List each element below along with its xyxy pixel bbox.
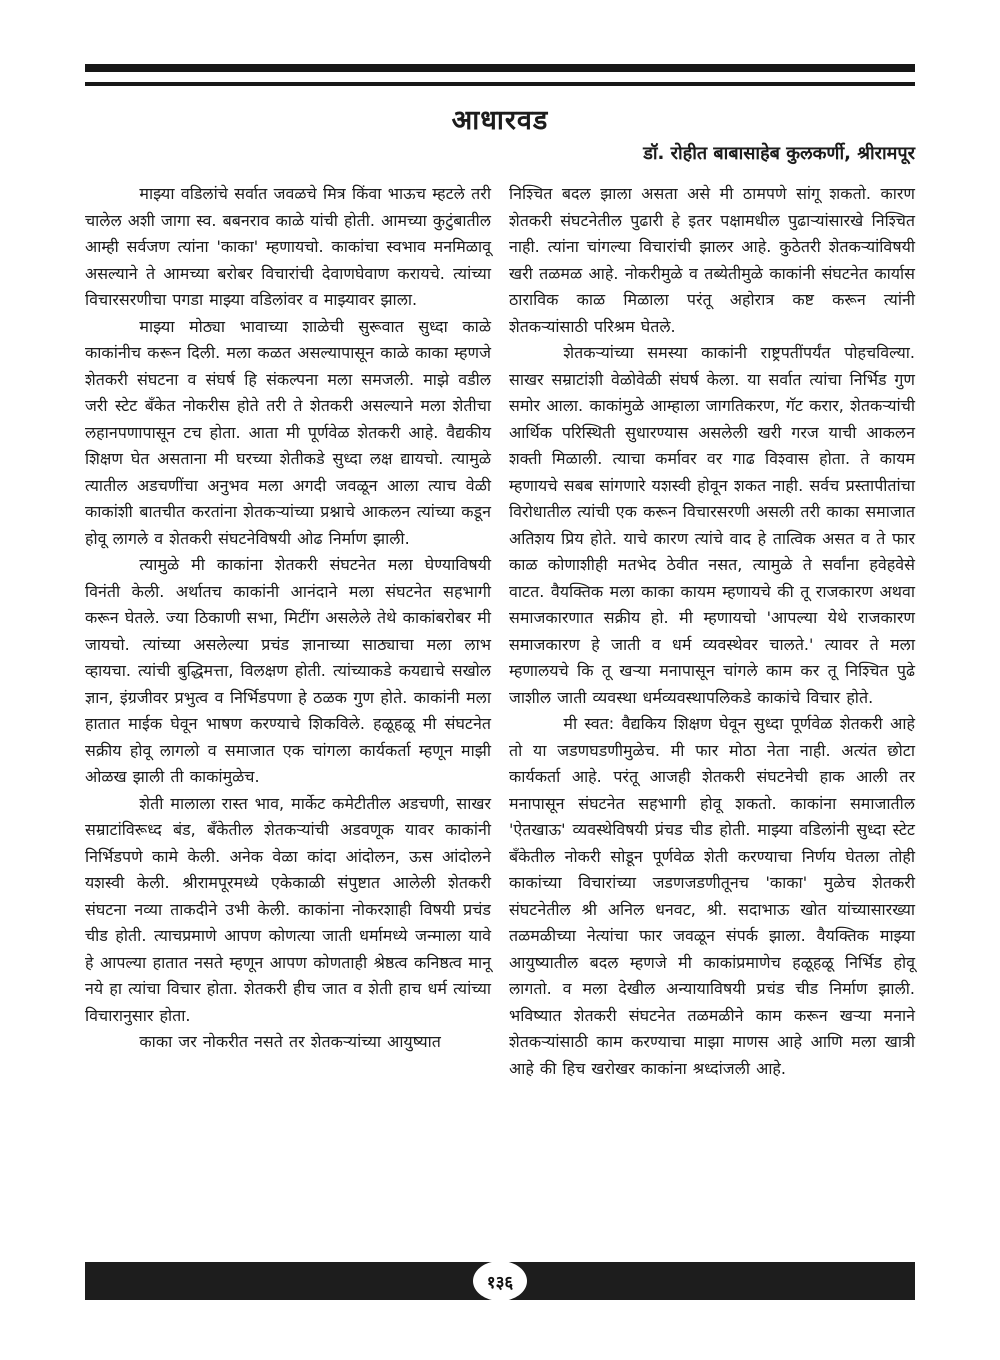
top-rule-thick [85,64,915,72]
footer-bar [85,1262,915,1300]
right-column [509,181,915,1082]
paragraph: त्यामुळे मी काकांना शेतकरी संघटनेत मला घेण्याविषयी विनंती केली. अर्थातच काकांनी आनंदाने मला संघटनेत सहभागी करून घेतले. ज्या ठिकाणी सभा, मिटींग असलेले तेथे काकांबरोबर मी जायचो. त्यांच्या असलेल्या प्रचंड ज्ञानाच्या साठ्याचा मला लाभ व्हायचा. त्यांची बुद्धिमत्ता, विलक्षण होती. त्यांच्याकडे कयद्याचे सखोल ज्ञान, इंग्रजीवर प्रभुत्व व निर्भिडपणा हे ठळक गुण होते. काकांनी मला हातात माईक घेवून भाषण करण्याचे शिकविले. हळूहळू मी संघटनेत सक्रीय होवू लागलो व समाजात एक चांगला कार्यकर्ता म्हणून माझी ओळख झाली ती काकांमुळेच. [85,555,491,786]
left-column [85,181,491,1082]
page-number-ellipse [473,1261,527,1301]
document-page [0,64,1000,1082]
paragraph: माझ्या वडिलांचे सर्वात जवळचे मित्र किंवा भाऊच म्हटले तरी चालेल अशी जागा स्व. बबनराव काळे यांची होती. आमच्या कुटुंबातील आम्ही सर्वजण त्यांना 'काका' म्हणायचो. काकांचा स्वभाव मनमिळावू असल्याने ते आमच्या बरोबर विचारांची देवाणघेवाण करायचे. त्यांच्या विचारसरणीचा पगडा माझ्या वडिलांवर व माझ्यावर झाला. [85,184,491,309]
top-rule-thin [85,81,915,86]
article-body [85,181,915,1082]
paragraph: शेती मालाला रास्त भाव, मार्केट कमेटीतील अडचणी, साखर सम्राटांविरूध्द बंड, बँकेतील शेतकऱ्यांची अडवणूक यावर काकांनी निर्भिडपणे कामे केली. अनेक वेळा कांदा आंदोलन, ऊस आंदोलने यशस्वी केली. श्रीरामपूरमध्ये एकेकाळी संपुष्टात आलेली शेतकरी संघटना नव्या ताकदीने उभी केली. काकांना नोकरशाही विषयी प्रचंड चीड होती. त्याचप्रमाणे आपण कोणत्या जाती धर्मामध्ये जन्माला यावे हे आपल्या हातात नसते म्हणून आपण कोणताही श्रेष्ठत्व कनिष्ठत्व मानू नये हा त्यांचा विचार होता. शेतकरी हीच जात व शेती हाच धर्म त्यांच्या विचारानुसार होता. [85,793,491,1025]
paragraph: निश्चित बदल झाला असता असे मी ठामपणे सांगू शकतो. कारण शेतकरी संघटनेतील पुढारी हे इतर पक्षामधील पुढाऱ्यांसारखे निश्चित नाही. त्यांना चांगल्या विचारांची झालर आहे. कुठेतरी शेतकऱ्यांविषयी खरी तळमळ आहे. नोकरीमुळे व तब्येतीमुळे काकांनी संघटनेत कार्यास ठाराविक काळ मिळाला परंतू अहोरात्र कष्ट करून त्यांनी शेतकऱ्यांसाठी परिश्रम घेतले. [509,184,915,336]
page-title: आधारवड [451,105,549,136]
paragraph: शेतकऱ्यांच्या समस्या काकांनी राष्ट्रपतींपर्यंत पोहचविल्या. साखर सम्राटांशी वेळोवेळी संघर्ष केला. या सर्वात त्यांचा निर्भिड गुण समोर आला. काकांमुळे आम्हाला जागतिकरण, गॅट करार, शेतकऱ्यांची आर्थिक परिस्थिती सुधारण्यास असलेली खरी गरज याची आकलन शक्ती मिळाली. त्याचा कर्मावर वर गाढ विश्वास होता. ते कायम म्हणायचे सबब सांगणारे यशस्वी होवून शकत नाही. सर्वच प्रस्तापीतांचा विरोधातील त्यांची एक करून विचारसरणी असली तरी काका समाजात अतिशय प्रिय होते. याचे कारण त्यांचे वाद हे तात्विक असत व ते फार काळ कोणाशीही मतभेद ठेवीत नसत, त्यामुळे ते सर्वांना हवेहवेसे वाटत. वैयक्तिक मला काका कायम म्हणायचे की तू राजकारण अथवा समाजकारणात सक्रीय हो. मी म्हणायचो 'आपल्या येथे राजकारण समाजकारण हे जाती व धर्म व्यवस्थेवर चालते.' त्यावर ते मला म्हणालयचे कि तू खऱ्या मनापासून चांगले काम कर तू निश्चित पुढे जाशील जाती व्यवस्था धर्मव्यवस्थापलिकडे काकांचे विचार होते. [509,343,915,707]
paragraph: मी स्वत: वैद्यकिय शिक्षण घेवून सुध्दा पूर्णवेळ शेतकरी आहे तो या जडणघडणीमुळेच. मी फार मोठा नेता नाही. अत्यंत छोटा कार्यकर्ता आहे. परंतू आजही शेतकरी संघटनेची हाक आली तर मनापासून संघटनेत सहभागी होवू शकतो. काकांना समाजातील 'ऐतखाऊ' व्यवस्थेविषयी प्रंचड चीड होती. माझ्या वडिलांनी सुध्दा स्टेट बँकेतील नोकरी सोडून पूर्णवेळ शेती करण्याचा निर्णय घेतला तोही काकांच्या विचारांच्या जडणजडणीतूनच 'काका' मुळेच शेतकरी संघटनेतील श्री अनिल धनवट, श्री. सदाभाऊ खोत यांच्यासारख्या तळमळीच्या नेत्यांचा फार जवळून संपर्क झाला. वैयक्तिक माझ्या आयुष्यातील बदल म्हणजे मी काकांप्रमाणेच हळूहळू निर्भिड होवू लागतो. व मला देखील अन्यायाविषयी प्रचंड चीड निर्माण झाली. भविष्यात शेतकरी संघटनेत तळमळीने काम करून खऱ्या मनाने शेतकऱ्यांसाठी काम करण्याचा माझा माणस आहे आणि मला खात्री आहे की हिच खरोखर काकांना श्रध्दांजली आहे. [509,714,915,1078]
paragraph: काका जर नोकरीत नसते तर शेतकऱ्यांच्या आयुष्यात [139,1032,441,1051]
paragraph: माझ्या मोठ्या भावाच्या शाळेची सुरूवात सुध्दा काळे काकांनीच करून दिली. मला कळत असल्यापासून काळे काका म्हणजे शेतकरी संघटना व संघर्ष हि संकल्पना मला समजली. माझे वडील जरी स्टेट बँकेत नोकरीस होते तरी ते शेतकरी असल्याने मला शेतीचा लहानपणापासून टच होता. आता मी पूर्णवेळ शेतकरी आहे. वैद्यकीय शिक्षण घेत असताना मी घरच्या शेतीकडे सुध्दा लक्ष द्यायचो. त्यामुळे त्यातील अडचणींचा अनुभव मला अगदी जवळून आला त्याच वेळी काकांशी बातचीत करतांना शेतकऱ्यांच्या प्रश्नाचे आकलन त्यांच्या कडून होवू लागले व शेतकरी संघटनेविषयी ओढ निर्माण झाली. [85,316,491,548]
page-number: १३६ [486,1272,514,1293]
author-byline: डॉ. रोहीत बाबासाहेब कुलकर्णी, श्रीरामपूर [643,143,915,164]
